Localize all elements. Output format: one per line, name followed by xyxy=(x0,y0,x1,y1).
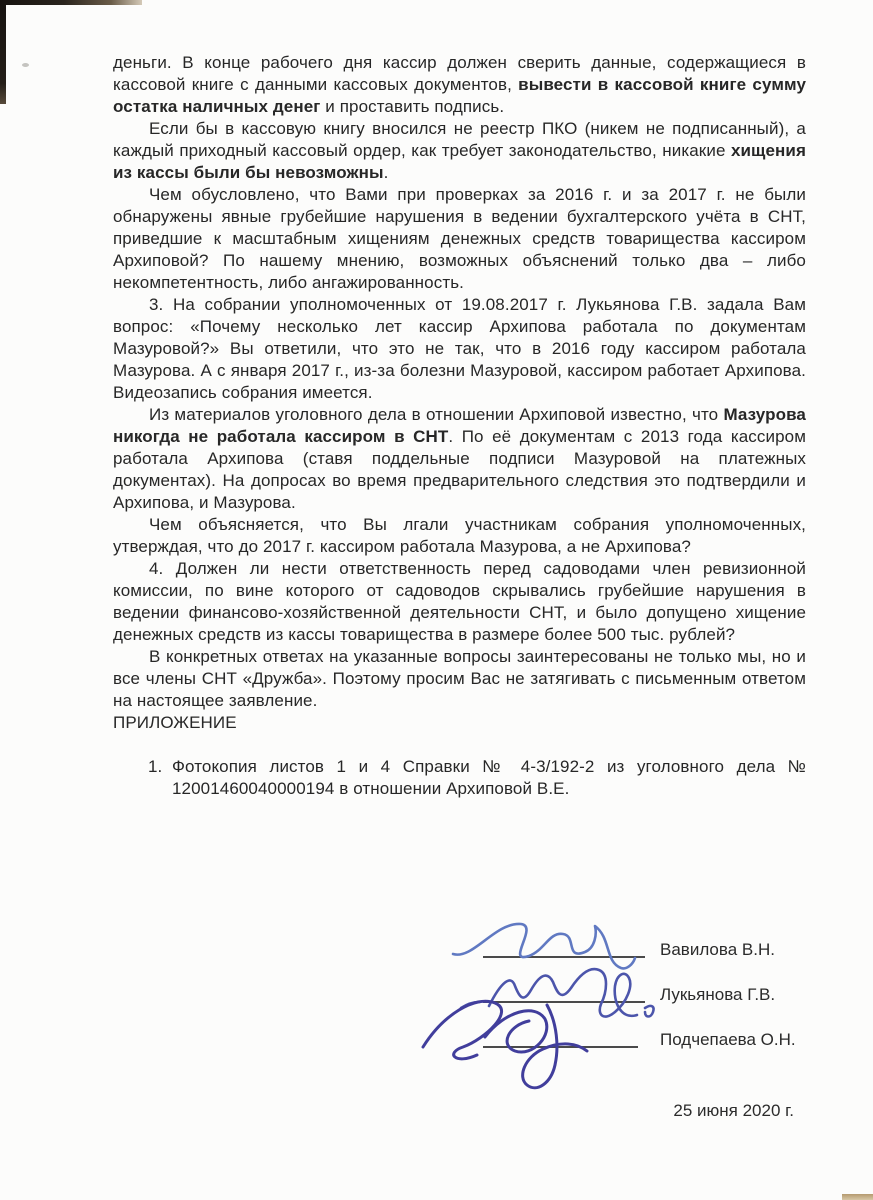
paragraph-text: . xyxy=(383,163,389,182)
paragraph-question-4 xyxy=(113,558,806,646)
paragraph-text: и проставить подпись. xyxy=(320,97,505,116)
paragraph xyxy=(113,404,806,514)
attachment-item-number: 1. xyxy=(148,757,163,776)
paragraph-text-bold: хищения из кассы были бы невозможны xyxy=(113,141,806,182)
paragraph xyxy=(113,514,806,558)
attachment-item xyxy=(113,756,806,800)
paragraph-text: Если бы в кассовую книгу вносился не реестр ПКО (никем не подписанный), а каждый приходный кассовый ордер, как требует законодательство, никакие xyxy=(113,119,806,160)
attachment-item-text: Фотокопия листов 1 и 4 Справки № 4-3/192-2 из уголовного дела № 12001460040000194 в отношении Архиповой В.Е. xyxy=(172,757,806,798)
paragraph xyxy=(113,184,806,294)
paragraph-text: 4. Должен ли нести ответственность перед садоводами член ревизионной комиссии, по вине которого от садоводов скрывались грубейшие нарушения в ведении финансово-хозяйственной деятельности СНТ, и было допущено хищение денежных средств из кассы товарищества в размере более 500 тыс. рублей? xyxy=(113,559,806,644)
paragraph-text: деньги. В конце рабочего дня кассир должен сверить данные, содержащиеся в кассовой книге с данными кассовых документов, xyxy=(113,53,806,94)
paragraph-text: В конкретных ответах на указанные вопросы заинтересованы не только мы, но и все члены СНТ «Дружба». Поэтому просим Вас не затягивать с письменным ответом на настоящее заявление. xyxy=(113,647,806,710)
document-date: 25 июня 2020 г. xyxy=(673,1101,794,1120)
paragraph-text: Чем обусловлено, что Вами при проверках за 2016 г. и за 2017 г. не были обнаружены явные грубейшие нарушения в ведении бухгалтерского учёта в СНТ, приведшие к масштабным хищениям денежных средств товарищества кассиром Архиповой? По нашему мнению, возможных объяснений только два – либо некомпетентность, либо ангажированность. xyxy=(113,185,806,292)
scan-speck xyxy=(22,63,29,67)
scan-edge-artifact-left xyxy=(0,0,6,104)
signatory-name-2: Лукьянова Г.В. xyxy=(660,985,776,1004)
attachment-heading: ПРИЛОЖЕНИЕ xyxy=(113,713,237,732)
paragraph-text: . По её документам с 2013 года кассиром работала Архипова (ставя поддельные подписи Мазуровой на платежных документах). На допросах во время предварительного следствия это подтвердили и Архипова, и Мазурова. xyxy=(113,427,806,512)
paragraph-question-3 xyxy=(113,294,806,404)
paragraph-text-bold: Мазурова никогда не работала кассиром в СНТ xyxy=(113,405,806,446)
signatory-name-3: Подчепаева О.Н. xyxy=(660,1030,796,1049)
paragraph xyxy=(113,52,806,118)
paragraph-text: 3. На собрании уполномоченных от 19.08.2017 г. Лукьянова Г.В. задала Вам вопрос: «Почему несколько лет кассир Архипова работала по документам Мазуровой?» Вы ответили, что это не так, что в 2016 году кассиром работала Мазурова. А с января 2017 г., из-за болезни Мазуровой, кассиром работает Архипова. Видеозапись собрания имеется. xyxy=(113,295,806,402)
signature-podchepaeva-image xyxy=(415,985,650,1097)
document-body xyxy=(113,52,806,800)
paragraph-text: Из материалов уголовного дела в отношении Архиповой известно, что xyxy=(149,405,724,424)
scan-edge-artifact-top xyxy=(0,0,142,5)
paragraph-closing xyxy=(113,646,806,712)
paragraph-text-bold: вывести в кассовой книге сумму остатка наличных денег xyxy=(113,75,806,116)
paragraph-text: Чем объясняется, что Вы лгали участникам собрания уполномоченных, утверждая, что до 2017 г. кассиром работала Мазурова, а не Архипова? xyxy=(113,515,806,556)
signatory-name-1: Вавилова В.Н. xyxy=(660,940,775,959)
paragraph xyxy=(113,118,806,184)
scan-edge-artifact-bottom-right xyxy=(842,1194,873,1200)
